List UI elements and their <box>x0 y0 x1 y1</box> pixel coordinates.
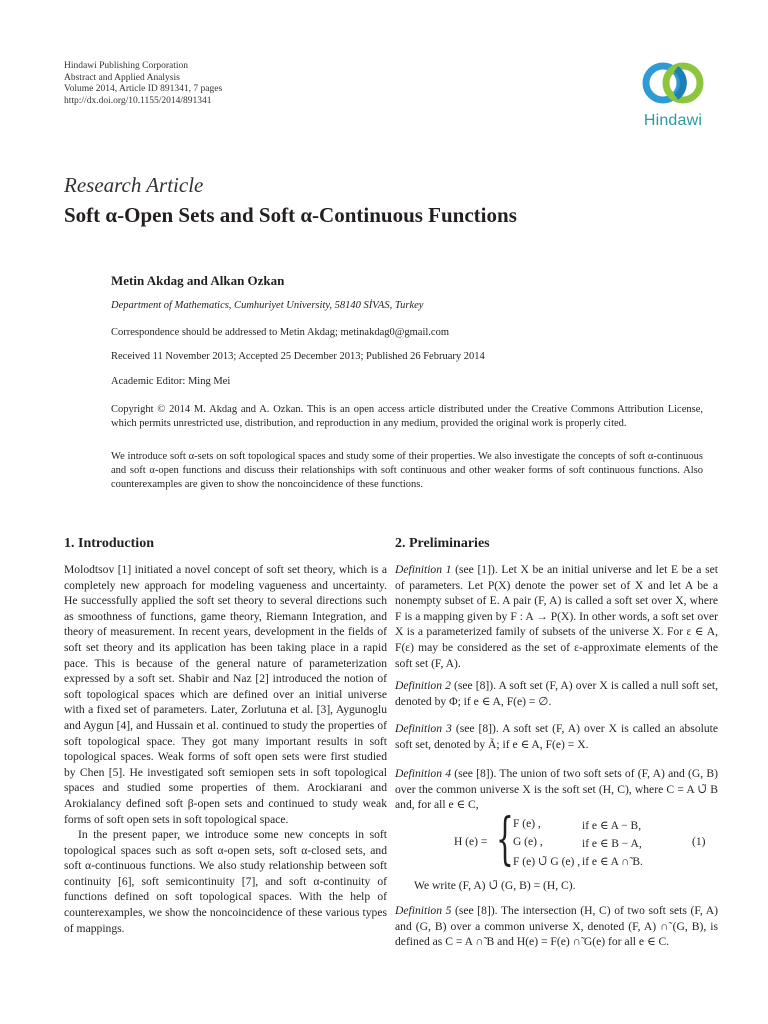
equation-condition-1: if e ∈ A − B, <box>582 820 642 832</box>
equation-condition-2: if e ∈ B − A, <box>582 838 642 850</box>
definition-1 <box>395 562 718 671</box>
definition-2 <box>395 678 718 709</box>
journal-name: Abstract and Applied Analysis <box>64 72 180 83</box>
definition-5 <box>395 903 718 950</box>
abstract: We introduce soft α-sets on soft topological spaces and study some of their properties. We also investigate the concepts of soft α-continuous and soft α-open functions and discuss their relationships with soft continuous and other weaker forms of soft continuous functions. Also counterexamples are given to show the noncoincidence of these functions. <box>111 451 703 490</box>
publication-dates: Received 11 November 2013; Accepted 25 December 2013; Published 26 February 2014 <box>111 351 485 362</box>
union-notation: We write (F, A) ∪̃ (G, B) = (H, C). <box>414 879 576 892</box>
equation-case-2: G (e) , <box>513 836 543 848</box>
copyright-notice: Copyright © 2014 M. Akdag and A. Ozkan. This is an open access article distributed under the Creative Commons Attribution License, which permits unrestricted use, distribution, and reproduction in any medium, provided the original work is properly cited. <box>111 404 703 429</box>
equation-condition-3: if e ∈ A ∩̃ B. <box>582 856 643 868</box>
equation-number: (1) <box>692 836 706 848</box>
section-heading-preliminaries: 2. Preliminaries <box>395 536 490 551</box>
definition-3-label: Definition 3 <box>395 722 452 735</box>
definition-2-label: Definition 2 <box>395 679 451 692</box>
definition-4 <box>395 766 718 813</box>
intro-paragraph-1: Molodtsov [1] initiated a novel concept of soft set theory, which is a completely new approach for modeling vagueness and uncertainty. He successfully applied the soft set theory to several directions such as smoothness of functions, game theory, Riemann Integration, and theory of measurement. In recent years, development in the fields of soft set theory and its application has been taking place in a rapid pace. This is because of the general nature of parameterization expressed by a soft set. Shabir and Naz [2] introduced the notion of soft topological spaces which are defined over an initial universe with a fixed set of parameters. Later, Zorlutuna et al. [3], Aygunoglu and Aygun [4], and Hussain et al. continued to study the properties of soft topological space. They got many important results in soft topological spaces. Weak forms of soft open sets were first studied by Chen [5]. He investigated soft semiopen sets in soft topological spaces and studied some properties of them. Arockiarani and Arokialancy defined soft β-open sets and continued to study weak forms of soft open sets in soft topological space. <box>64 563 387 826</box>
volume-info: Volume 2014, Article ID 891341, 7 pages <box>64 84 223 94</box>
equation-case-3: F (e) ∪̃ G (e) , <box>513 856 581 868</box>
definition-1-label: Definition 1 <box>395 563 452 576</box>
article-type: Research Article <box>64 173 204 197</box>
left-brace-icon: { <box>496 807 514 872</box>
definition-3 <box>395 721 718 752</box>
article-title: Soft α-Open Sets and Soft α-Continuous Functions <box>64 203 517 227</box>
doi-link[interactable]: http://dx.doi.org/10.1155/2014/891341 <box>64 95 212 106</box>
definition-2-text: (see [8]). A soft set (F, A) over X is called a null soft set, denoted by Φ; if e ∈ A, F(e) = ∅. <box>395 679 719 708</box>
definition-5-text: (see [8]). The intersection (H, C) of two soft sets (F, A) and (G, B) over a common universe X, denoted (F, A) ∩̃ (G, B), is defined as C = A ∩̃ B and H(e) = F(e) ∩̃ G(e) for all e ∈ C. <box>395 904 718 949</box>
author-list: Metin Akdag and Alkan Ozkan <box>111 273 285 288</box>
publication-info <box>64 61 222 107</box>
publisher-name: Hindawi Publishing Corporation <box>64 61 189 71</box>
academic-editor: Academic Editor: Ming Mei <box>111 376 231 387</box>
definition-3-text: (see [8]). A soft set (F, A) over X is called an absolute soft set, denoted by Ã; if e ∈ A, F(e) = X. <box>395 722 718 751</box>
definition-5-label: Definition 5 <box>395 904 452 917</box>
hindawi-logo-text: Hindawi <box>643 112 703 129</box>
definition-4-text: (see [8]). The union of two soft sets of (F, A) and (G, B) over the common universe X is the soft set (H, C), where C = A ∪̃ B and, for all e ∈ C, <box>395 767 718 812</box>
section-heading-introduction: 1. Introduction <box>64 536 154 551</box>
affiliation: Department of Mathematics, Cumhuriyet University, 58140 SİVAS, Turkey <box>111 300 424 311</box>
equation-1 <box>410 807 710 872</box>
equation-case-1: F (e) , <box>513 818 541 830</box>
equation-lhs: H (e) = <box>454 836 488 848</box>
correspondence: Correspondence should be addressed to Metin Akdag; metinakdag0@gmail.com <box>111 327 450 338</box>
intro-paragraph-2: In the present paper, we introduce some new concepts in soft topological spaces such as soft α-open sets, soft α-closed sets, and soft α-continuous functions. We also study relationship between soft continuity [6], soft semicontinuity [7], and soft α-continuity of functions defined on soft topological spaces. With the help of counterexamples, we show the noncoincidence of these various types of mappings. <box>64 828 387 935</box>
definition-4-label: Definition 4 <box>395 767 452 780</box>
definition-1-text: (see [1]). Let X be an initial universe and let E be a set of parameters. Let P(X) denote the power set of X and let A be a nonempty subset of E. A pair (F, A) is called a soft set over X, where F is a mapping given by F : A → P(X). In other words, a soft set over X is a parameterized family of subsets of the universe X. For ε ∈ A, F(ε) may be considered as the set of ε-approximate elements of the soft set (F, A). <box>395 563 718 670</box>
introduction-body <box>64 562 387 936</box>
